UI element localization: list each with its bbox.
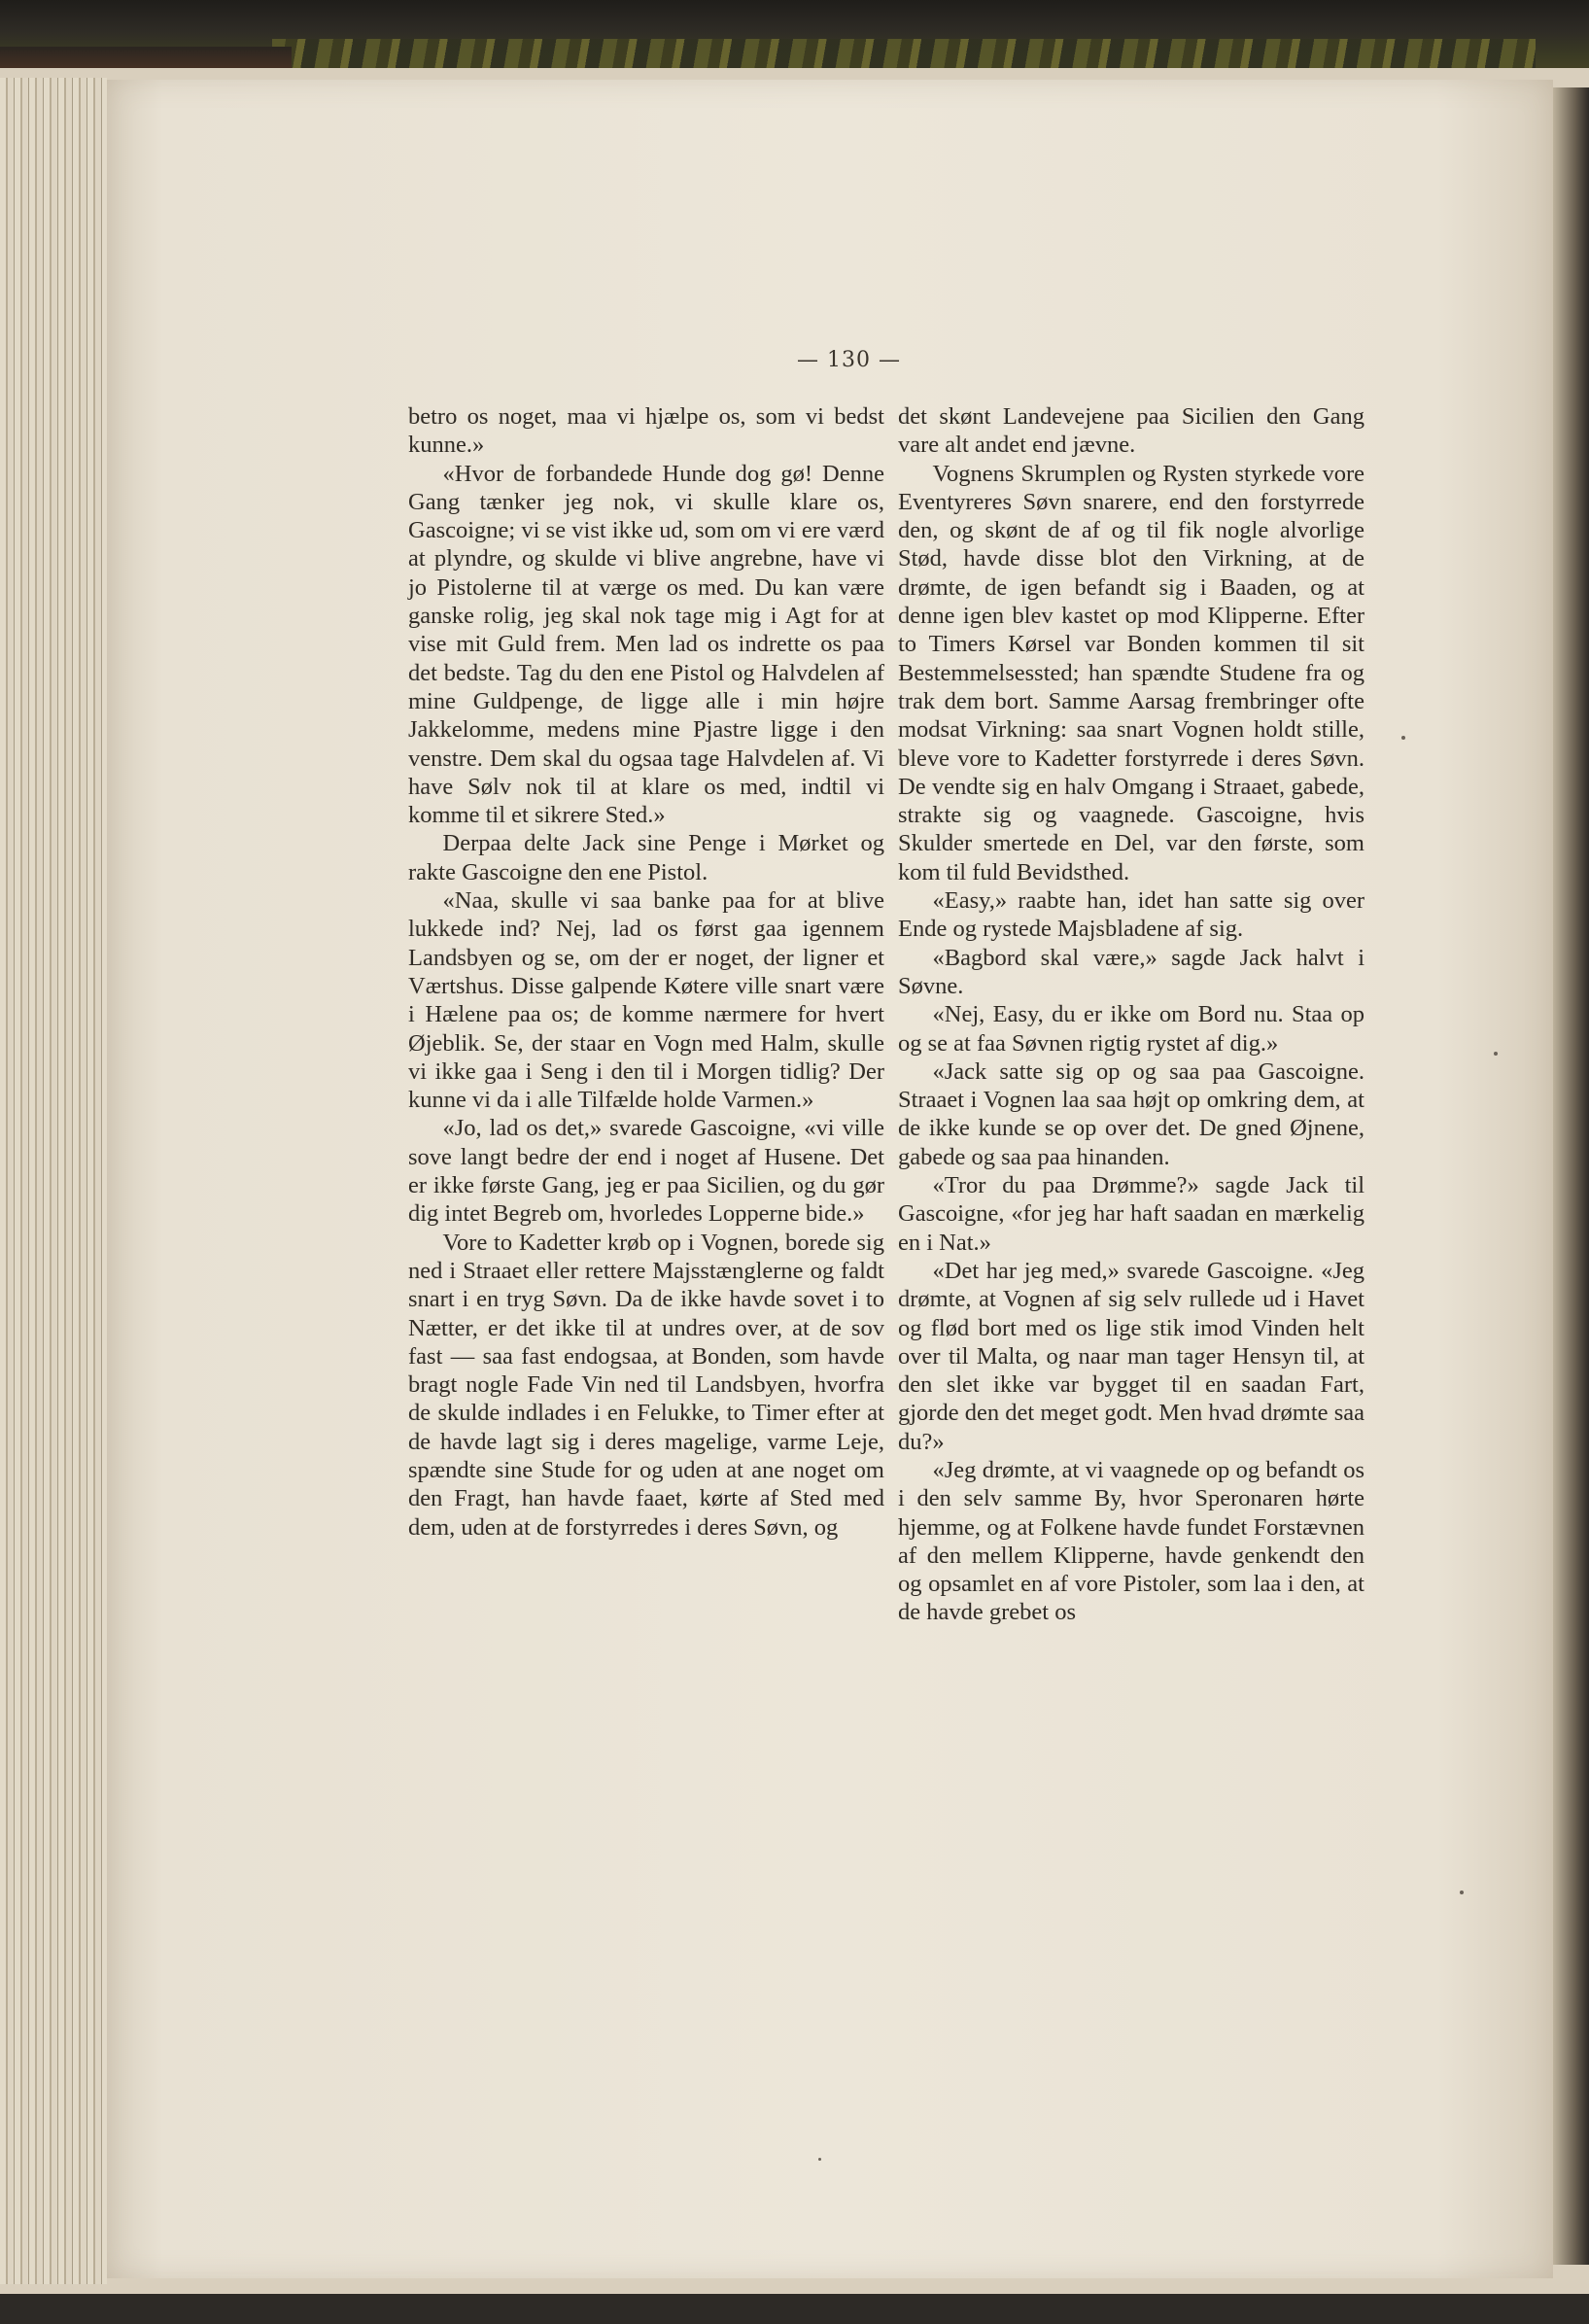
left-text-column — [408, 402, 884, 1542]
paragraph: «Tror du paa Drømme?» sagde Jack til Gascoigne, «for jeg har haft saadan en mærkelig en i Nat.» — [898, 1172, 1364, 1256]
paragraph: «Bagbord skal være,» sagde Jack halvt i Søvne. — [898, 944, 1364, 999]
paragraph: «Hvor de forbandede Hunde dog gø! Denne Gang tænker jeg nok, vi skulle klare os, Gascoigne; vi se vist ikke ud, som om vi ere værd at plyndre, og skulde vi blive angrebne, have vi jo Pistolerne til at værge os med. Du kan være ganske rolig, jeg skal nok tage mig i Agt for at vise mit Guld frem. Men lad os indrette os paa det bedste. Tag du den ene Pistol og Halvdelen af mine Guldpenge, de ligge alle i min højre Jakkelomme, medens mine Pjastre ligge i den venstre. Dem skal du ogsaa tage Halvdelen af. Vi have Sølv nok til at klare os med, indtil vi komme til et sikrere Sted.» — [408, 460, 884, 829]
page-number: — 130 — — [797, 348, 901, 372]
paragraph: «Jo, lad os det,» svarede Gascoigne, «vi ville sove langt bedre der end i noget af Husene. Det er ikke første Gang, jeg er paa Sicilien, og du gør dig intet Begreb om, hvorledes Lopperne bide.» — [408, 1115, 884, 1228]
paragraph: betro os noget, maa vi hjælpe os, som vi bedst kunne.» — [408, 403, 884, 459]
paper-speck — [1401, 736, 1405, 740]
paragraph: «Jeg drømte, at vi vaagnede op og befandt os i den selv samme By, hvor Speronaren hørte hjemme, og at Folkene havde fundet Forstævnen af den mellem Klipperne, havde genkendt den og opsamlet en af vore Pistoler, som laa i den, at de havde grebet os — [898, 1456, 1364, 1626]
paragraph: det skønt Landevejene paa Sicilien den Gang vare alt andet end jævne. — [898, 403, 1364, 459]
page-edges — [0, 78, 107, 2284]
paragraph: Vore to Kadetter krøb op i Vognen, borede sig ned i Straaet eller rettere Majsstænglerne og faldt snart i en tryg Søvn. Da de ikke havde sovet i to Nætter, er det ikke til at undres over, at de sov fast — saa fast endogsaa, at Bonden, som havde bragt nogle Fade Vin ned til Landsbyen, hvorfra de skulde indlades i en Felukke, to Timer efter at de havde lagt sig i deres magelige, varme Leje, spændte sine Stude for og uden at ane noget om den Fragt, han havde faaet, kørte af Sted med dem, uden at de forstyrredes i deres Søvn, og — [408, 1229, 884, 1541]
right-text-column — [898, 402, 1364, 1627]
paragraph: Derpaa delte Jack sine Penge i Mørket og rakte Gascoigne den ene Pistol. — [408, 830, 884, 885]
paragraph: «Naa, skulle vi saa banke paa for at blive lukkede ind? Nej, lad os først gaa igennem Landsbyen og se, om der er noget, der ligner et Værtshus. Disse galpende Køtere ville snart være i Hælene paa os; de komme nærmere for hvert Øjeblik. Se, der staar en Vogn med Halm, skulle vi ikke gaa i Seng i den til i Morgen tidlig? Der kunne vi da i alle Tilfælde holde Varmen.» — [408, 887, 884, 1114]
paper-speck — [1460, 1890, 1464, 1894]
paragraph: «Easy,» raabte han, idet han satte sig over Ende og rystede Majsbladene af sig. — [898, 887, 1364, 943]
paper-speck — [818, 2158, 821, 2161]
paragraph: Vognens Skrumplen og Rysten styrkede vore Eventyreres Søvn snarere, end den forstyrrede den, og skønt de af og til fik nogle alvorlige Stød, havde disse blot den Virkning, at de drømte, de igen befandt sig i Baaden, og at denne igen blev kastet op mod Klipperne. Efter to Timers Kørsel var Bonden kommen til sit Bestemmelsessted; han spændte Studene fra og trak dem bort. Samme Aarsag frembringer ofte modsat Virkning: saa snart Vognen holdt stille, bleve vore to Kadetter forstyrrede i deres Søvn. De vendte sig en halv Omgang i Straaet, gabede, strakte sig og vaagnede. Gascoigne, hvis Skulder smertede en Del, var den første, som kom til fuld Bevidsthed. — [898, 460, 1364, 885]
paragraph: «Jack satte sig op og saa paa Gascoigne. Straaet i Vognen laa saa højt op omkring dem, at de ikke kunde se op over det. De gned Øjnene, gabede og saa paa hinanden. — [898, 1058, 1364, 1170]
paragraph: «Det har jeg med,» svarede Gascoigne. «Jeg drømte, at Vognen af sig selv rullede ud i Havet og flød bort med os lige stik imod Vinden helt over til Malta, og naar man tager Hensyn til, at den slet ikke var bygget til en saadan Fart, gjorde den det meget godt. Men hvad drømte saa du?» — [898, 1257, 1364, 1455]
paper-speck — [1494, 1052, 1498, 1056]
page-right-shadow — [1553, 87, 1589, 2265]
paragraph: «Nej, Easy, du er ikke om Bord nu. Staa op og se at faa Søvnen rigtig rystet af dig.» — [898, 1001, 1364, 1057]
